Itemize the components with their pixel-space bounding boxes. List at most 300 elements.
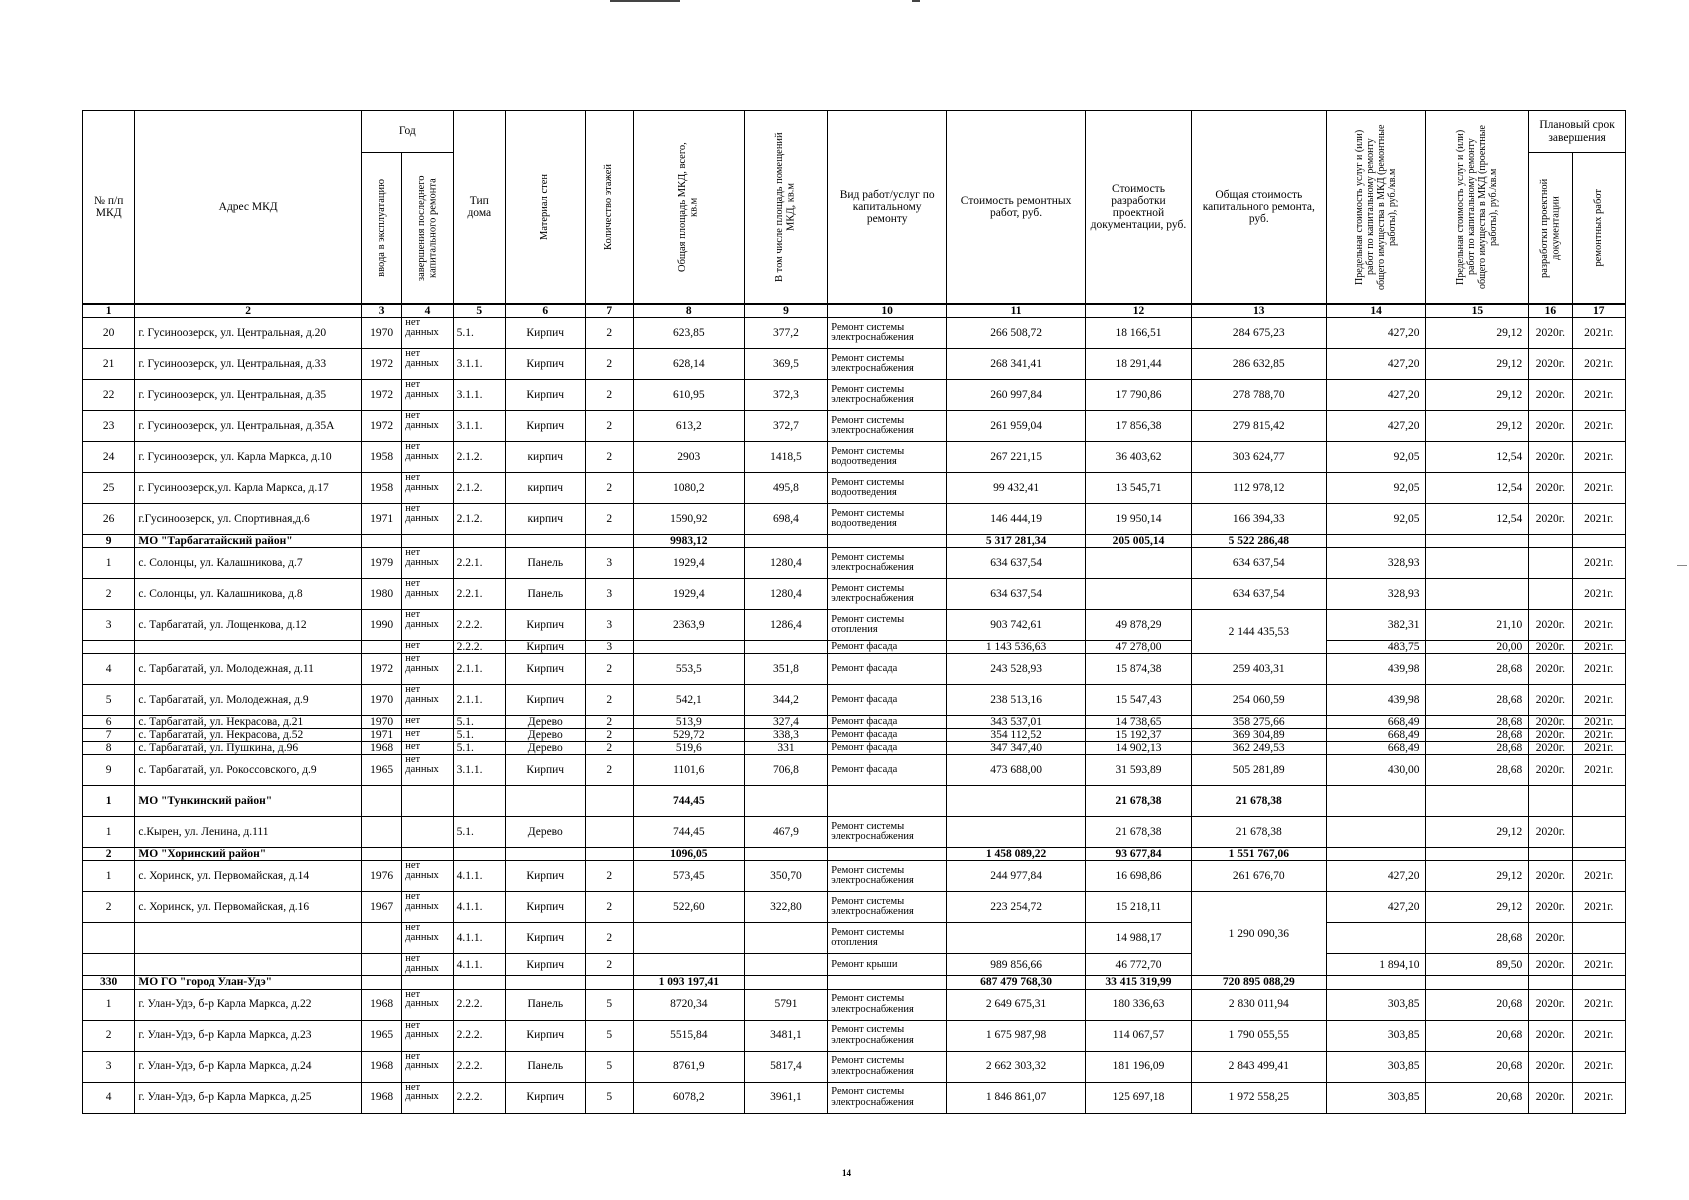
deadline-repair-cell: 2021г. [1572,685,1626,716]
year-repair-cell: нет данных [402,380,453,411]
cost-total-cell: 1 972 558,25 [1191,1082,1326,1113]
row-num-cell: 3 [83,610,135,641]
area-rooms-cell [744,976,828,989]
limit-repair-cell: 668,49 [1326,742,1426,755]
table-row [83,923,1626,954]
cost-repair-cell: 5 317 281,34 [947,535,1086,548]
deadline-repair-cell: 2021г. [1572,716,1626,729]
limit-design-cell: 12,54 [1426,504,1529,535]
floors-cell: 2 [585,755,633,786]
year-repair-cell: нет данных [402,685,453,716]
area-rooms-cell: 1418,5 [744,442,828,473]
year-repair-cell: нет данных [402,861,453,892]
cost-total-cell: 1 290 090,36 [1191,892,1326,976]
column-number-cell: 7 [585,304,633,318]
limit-design-cell: 21,10 [1426,610,1529,641]
cost-repair-cell: 354 112,52 [947,729,1086,742]
cost-design-cell: 205 005,14 [1086,535,1192,548]
work-type-cell: Ремонт фасада [828,729,947,742]
limit-repair-cell: 303,85 [1326,1020,1426,1051]
deadline-design-cell [1529,976,1572,989]
work-type-cell: Ремонт системы электроснабжения [828,411,947,442]
header-deadline-repair [1572,153,1626,305]
year-repair-cell: нет данных [402,318,453,349]
floors-cell: 2 [585,473,633,504]
deadline-design-cell: 2020г. [1529,654,1572,685]
header-deadline-design-text: разработки проектной документации [1538,178,1562,278]
cost-repair-cell: 267 221,15 [947,442,1086,473]
area-rooms-cell: 322,80 [744,892,828,923]
house-type-cell: 2.2.2. [453,1082,505,1113]
floors-cell: 2 [585,954,633,976]
limit-design-cell: 28,68 [1426,755,1529,786]
wall-material-cell: Кирпич [505,380,585,411]
cost-total-cell: 286 632,85 [1191,349,1326,380]
area-total-cell: 2363,9 [633,610,744,641]
cost-repair-cell: 903 742,61 [947,610,1086,641]
table-row [83,729,1626,742]
year-entry-cell: 1958 [361,442,401,473]
section-row [83,786,1626,817]
column-number-cell: 10 [828,304,947,318]
floors-cell: 2 [585,861,633,892]
deadline-design-cell: 2020г. [1529,380,1572,411]
column-number-cell: 3 [361,304,401,318]
deadline-design-cell [1529,548,1572,579]
area-rooms-cell: 350,70 [744,861,828,892]
work-type-cell: Ремонт системы электроснабжения [828,1082,947,1113]
header-deadline-group: Плановый срок завершения [1529,111,1626,153]
cost-design-cell [1086,548,1192,579]
scan-mark [610,0,680,2]
wall-material-cell: Дерево [505,817,585,848]
house-type-cell: 4.1.1. [453,892,505,923]
limit-repair-cell: 328,93 [1326,579,1426,610]
cost-total-cell: 634 637,54 [1191,579,1326,610]
section-row [83,848,1626,861]
area-total-cell: 8720,34 [633,989,744,1020]
address-cell: МО "Тункинский район" [135,786,362,817]
cost-repair-cell: 260 997,84 [947,380,1086,411]
header-limit-repair-text: Предельная стоимость услуг и (или) работ по капитальному ремонту общего имущества в МКД (ремонтные работы), руб./кв.м [1354,124,1399,290]
area-rooms-cell [744,954,828,976]
wall-material-cell: Панель [505,989,585,1020]
scan-mark [1677,565,1687,566]
house-type-cell: 5.1. [453,742,505,755]
limit-repair-cell: 439,98 [1326,685,1426,716]
header-limit-design-text: Предельная стоимость услуг и (или) работ по капитальному ремонту общего имущества в МКД (проектные работы), руб./кв.м [1455,125,1500,289]
floors-cell: 3 [585,610,633,641]
table-row [83,411,1626,442]
year-entry-cell: 1970 [361,685,401,716]
area-total-cell: 573,45 [633,861,744,892]
year-entry-cell: 1965 [361,1020,401,1051]
deadline-repair-cell: 2021г. [1572,380,1626,411]
cost-total-cell: 5 522 286,48 [1191,535,1326,548]
year-entry-cell [361,954,401,976]
work-type-cell: Ремонт системы электроснабжения [828,989,947,1020]
limit-design-cell [1426,548,1529,579]
header-type: Тип дома [453,111,505,305]
deadline-repair-cell [1572,923,1626,954]
header-cost-total: Общая стоимость капитального ремонта, руб. [1191,111,1326,305]
year-entry-cell: 1967 [361,892,401,923]
work-type-cell [828,786,947,817]
limit-design-cell [1426,976,1529,989]
limit-design-cell: 89,50 [1426,954,1529,976]
work-type-cell: Ремонт крыши [828,954,947,976]
floors-cell: 2 [585,380,633,411]
work-type-cell [828,535,947,548]
header-work: Вид работ/услуг по капитальному ремонту [828,111,947,305]
work-type-cell: Ремонт фасада [828,755,947,786]
section-row [83,535,1626,548]
row-num-cell: 2 [83,848,135,861]
wall-material-cell: Дерево [505,729,585,742]
limit-repair-cell: 1 894,10 [1326,954,1426,976]
table-header [83,111,1626,318]
column-number-cell: 5 [453,304,505,318]
limit-repair-cell: 92,05 [1326,473,1426,504]
limit-design-cell: 12,54 [1426,473,1529,504]
work-type-cell: Ремонт фасада [828,654,947,685]
cost-repair-cell [947,817,1086,848]
area-total-cell: 529,72 [633,729,744,742]
year-entry-cell [361,786,401,817]
area-rooms-cell [744,786,828,817]
cost-total-cell: 303 624,77 [1191,442,1326,473]
address-cell: г. Гусиноозерск,ул. Карла Маркса, д.17 [135,473,362,504]
area-total-cell: 542,1 [633,685,744,716]
address-cell: с. Хоринск, ул. Первомайская, д.14 [135,861,362,892]
table-row [83,579,1626,610]
year-repair-cell: нет данных [402,1082,453,1113]
column-number-cell: 16 [1529,304,1572,318]
address-cell: МО ГО "город Улан-Удэ" [135,976,362,989]
year-repair-cell: нет данных [402,1051,453,1082]
house-type-cell: 4.1.1. [453,923,505,954]
year-repair-cell [402,817,453,848]
row-num-cell: 3 [83,1051,135,1082]
cost-total-cell: 279 815,42 [1191,411,1326,442]
cost-total-cell: 166 394,33 [1191,504,1326,535]
column-number-cell: 11 [947,304,1086,318]
cost-repair-cell: 1 675 987,98 [947,1020,1086,1051]
cost-repair-cell: 1 143 536,63 [947,641,1086,654]
cost-total-cell: 1 790 055,55 [1191,1020,1326,1051]
deadline-design-cell: 2020г. [1529,1020,1572,1051]
address-cell: с. Тарбагатай, ул. Молодежная, д.11 [135,654,362,685]
column-number-cell: 17 [1572,304,1626,318]
row-num-cell: 25 [83,473,135,504]
header-area-rooms-text: В том числе площадь помещений МКД, кв.м [774,132,797,282]
wall-material-cell: Кирпич [505,1020,585,1051]
year-repair-cell: нет данных [402,892,453,923]
limit-repair-cell: 668,49 [1326,729,1426,742]
floors-cell: 2 [585,923,633,954]
wall-material-cell: Кирпич [505,1082,585,1113]
deadline-repair-cell: 2021г. [1572,755,1626,786]
limit-design-cell: 29,12 [1426,380,1529,411]
work-type-cell: Ремонт системы электроснабжения [828,380,947,411]
table-row [83,1082,1626,1113]
year-repair-cell: нет данных [402,411,453,442]
deadline-design-cell: 2020г. [1529,641,1572,654]
row-num-cell: 1 [83,817,135,848]
work-type-cell: Ремонт фасада [828,716,947,729]
work-type-cell: Ремонт фасада [828,742,947,755]
cost-repair-cell: 238 513,16 [947,685,1086,716]
limit-repair-cell: 439,98 [1326,654,1426,685]
deadline-design-cell [1529,535,1572,548]
header-cost-design: Стоимость разработки проектной документации, руб. [1086,111,1192,305]
cost-design-cell: 49 878,29 [1086,610,1192,641]
area-rooms-cell: 369,5 [744,349,828,380]
row-num-cell: 9 [83,535,135,548]
address-cell: с. Солонцы, ул. Калашникова, д.7 [135,548,362,579]
cost-design-cell: 16 698,86 [1086,861,1192,892]
area-total-cell: 744,45 [633,817,744,848]
header-limit-repair [1326,111,1426,305]
area-total-cell: 613,2 [633,411,744,442]
deadline-design-cell: 2020г. [1529,1051,1572,1082]
cost-design-cell: 17 790,86 [1086,380,1192,411]
year-repair-cell [402,976,453,989]
cost-design-cell: 14 902,13 [1086,742,1192,755]
limit-design-cell [1426,786,1529,817]
address-cell: с. Тарбагатай, ул. Лощенкова, д.12 [135,610,362,641]
area-rooms-cell: 1286,4 [744,610,828,641]
deadline-repair-cell: 2021г. [1572,742,1626,755]
year-entry-cell: 1980 [361,579,401,610]
limit-design-cell: 20,68 [1426,1051,1529,1082]
area-rooms-cell: 467,9 [744,817,828,848]
row-num-cell: 4 [83,654,135,685]
wall-material-cell [505,535,585,548]
address-cell: г. Улан-Удэ, б-р Карла Маркса, д.23 [135,1020,362,1051]
area-total-cell: 5515,84 [633,1020,744,1051]
cost-total-cell: 2 843 499,41 [1191,1051,1326,1082]
year-repair-cell: нет [402,641,453,654]
cost-repair-cell: 634 637,54 [947,548,1086,579]
deadline-repair-cell: 2021г. [1572,954,1626,976]
floors-cell: 2 [585,318,633,349]
house-type-cell: 2.1.1. [453,685,505,716]
table-row [83,442,1626,473]
address-cell: г. Улан-Удэ, б-р Карла Маркса, д.24 [135,1051,362,1082]
area-rooms-cell: 338,3 [744,729,828,742]
header-floors [585,111,633,305]
limit-repair-cell [1326,976,1426,989]
year-entry-cell: 1972 [361,411,401,442]
work-type-cell: Ремонт фасада [828,685,947,716]
cost-design-cell: 14 988,17 [1086,923,1192,954]
deadline-repair-cell: 2021г. [1572,861,1626,892]
address-cell: с. Тарбагатай, ул. Рокоссовского, д.9 [135,755,362,786]
limit-design-cell [1426,848,1529,861]
table-row [83,892,1626,923]
area-rooms-cell: 377,2 [744,318,828,349]
cost-design-cell: 47 278,00 [1086,641,1192,654]
header-num: № п/п МКД [83,111,135,305]
cost-design-cell: 21 678,38 [1086,817,1192,848]
year-repair-cell: нет данных [402,989,453,1020]
capital-repair-table-sheet [82,110,1626,1114]
year-repair-cell: нет данных [402,923,453,954]
table-row [83,610,1626,641]
limit-repair-cell: 668,49 [1326,716,1426,729]
house-type-cell [453,848,505,861]
address-cell: г. Улан-Удэ, б-р Карла Маркса, д.22 [135,989,362,1020]
cost-repair-cell: 1 458 089,22 [947,848,1086,861]
year-entry-cell [361,535,401,548]
year-entry-cell: 1971 [361,729,401,742]
cost-total-cell: 259 403,31 [1191,654,1326,685]
house-type-cell [453,976,505,989]
year-repair-cell [402,535,453,548]
house-type-cell: 2.1.2. [453,442,505,473]
work-type-cell: Ремонт системы электроснабжения [828,318,947,349]
deadline-design-cell: 2020г. [1529,954,1572,976]
house-type-cell: 4.1.1. [453,954,505,976]
table-row [83,318,1626,349]
cost-design-cell: 15 218,11 [1086,892,1192,923]
deadline-design-cell: 2020г. [1529,716,1572,729]
floors-cell: 2 [585,685,633,716]
header-deadline-design [1529,153,1572,305]
year-repair-cell: нет [402,742,453,755]
house-type-cell: 2.2.2. [453,1051,505,1082]
house-type-cell: 3.1.1. [453,411,505,442]
wall-material-cell: Дерево [505,742,585,755]
house-type-cell [453,535,505,548]
floors-cell [585,535,633,548]
table-row [83,504,1626,535]
deadline-repair-cell: 2021г. [1572,504,1626,535]
limit-repair-cell: 382,31 [1326,610,1426,641]
area-rooms-cell: 5791 [744,989,828,1020]
address-cell: с.Кырен, ул. Ленина, д.111 [135,817,362,848]
limit-repair-cell: 92,05 [1326,504,1426,535]
address-cell [135,923,362,954]
cost-repair-cell: 223 254,72 [947,892,1086,923]
house-type-cell: 2.1.2. [453,504,505,535]
area-rooms-cell: 327,4 [744,716,828,729]
cost-repair-cell [947,786,1086,817]
year-repair-cell: нет данных [402,1020,453,1051]
area-total-cell: 6078,2 [633,1082,744,1113]
area-total-cell: 1 093 197,41 [633,976,744,989]
cost-design-cell: 93 677,84 [1086,848,1192,861]
row-num-cell: 20 [83,318,135,349]
limit-repair-cell: 427,20 [1326,318,1426,349]
area-rooms-cell [744,848,828,861]
year-repair-cell: нет данных [402,349,453,380]
deadline-design-cell: 2020г. [1529,318,1572,349]
wall-material-cell [505,976,585,989]
wall-material-cell: кирпич [505,504,585,535]
work-type-cell: Ремонт системы электроснабжения [828,548,947,579]
address-cell: МО "Тарбагатайский район" [135,535,362,548]
limit-design-cell: 29,12 [1426,817,1529,848]
row-num-cell [83,641,135,654]
area-total-cell: 1590,92 [633,504,744,535]
deadline-repair-cell: 2021г. [1572,1020,1626,1051]
cost-design-cell: 180 336,63 [1086,989,1192,1020]
cost-design-cell: 15 192,37 [1086,729,1192,742]
area-rooms-cell: 1280,4 [744,579,828,610]
year-entry-cell [361,641,401,654]
area-total-cell: 1929,4 [633,579,744,610]
wall-material-cell: Кирпич [505,349,585,380]
deadline-design-cell: 2020г. [1529,411,1572,442]
cost-repair-cell: 266 508,72 [947,318,1086,349]
work-type-cell: Ремонт системы отопления [828,610,947,641]
cost-design-cell: 18 291,44 [1086,349,1192,380]
cost-design-cell: 46 772,70 [1086,954,1192,976]
deadline-repair-cell: 2021г. [1572,610,1626,641]
cost-repair-cell: 1 846 861,07 [947,1082,1086,1113]
capital-repair-table [82,110,1626,1114]
limit-design-cell: 29,12 [1426,349,1529,380]
deadline-design-cell: 2020г. [1529,817,1572,848]
work-type-cell: Ремонт системы водоотведения [828,473,947,504]
header-year-group: Год [361,111,453,153]
limit-design-cell [1426,535,1529,548]
table-row [83,380,1626,411]
row-num-cell: 8 [83,742,135,755]
cost-total-cell: 1 551 767,06 [1191,848,1326,861]
cost-repair-cell: 2 649 675,31 [947,989,1086,1020]
deadline-repair-cell: 2021г. [1572,892,1626,923]
house-type-cell: 5.1. [453,729,505,742]
deadline-repair-cell [1572,848,1626,861]
year-repair-cell: нет данных [402,654,453,685]
column-number-cell: 14 [1326,304,1426,318]
cost-repair-cell: 347 347,40 [947,742,1086,755]
deadline-repair-cell [1572,976,1626,989]
house-type-cell [453,786,505,817]
house-type-cell: 2.1.2. [453,473,505,504]
cost-total-cell: 254 060,59 [1191,685,1326,716]
table-row [83,861,1626,892]
year-repair-cell: нет данных [402,504,453,535]
floors-cell: 2 [585,411,633,442]
cost-design-cell: 21 678,38 [1086,786,1192,817]
deadline-repair-cell: 2021г. [1572,411,1626,442]
floors-cell: 5 [585,1020,633,1051]
deadline-design-cell: 2020г. [1529,892,1572,923]
cost-design-cell: 15 874,38 [1086,654,1192,685]
address-cell: МО "Хоринский район" [135,848,362,861]
address-cell: с. Хоринск, ул. Первомайская, д.16 [135,892,362,923]
area-rooms-cell: 3481,1 [744,1020,828,1051]
floors-cell: 3 [585,641,633,654]
table-row [83,954,1626,976]
cost-repair-cell: 634 637,54 [947,579,1086,610]
section-row [83,976,1626,989]
address-cell: с. Тарбагатай, ул. Пушкина, д.96 [135,742,362,755]
row-num-cell: 7 [83,729,135,742]
row-num-cell: 22 [83,380,135,411]
address-cell: г. Улан-Удэ, б-р Карла Маркса, д.25 [135,1082,362,1113]
address-cell: с. Солонцы, ул. Калашникова, д.8 [135,579,362,610]
area-total-cell: 744,45 [633,786,744,817]
limit-design-cell: 28,68 [1426,716,1529,729]
deadline-design-cell: 2020г. [1529,610,1572,641]
row-num-cell: 2 [83,1020,135,1051]
floors-cell: 2 [585,892,633,923]
